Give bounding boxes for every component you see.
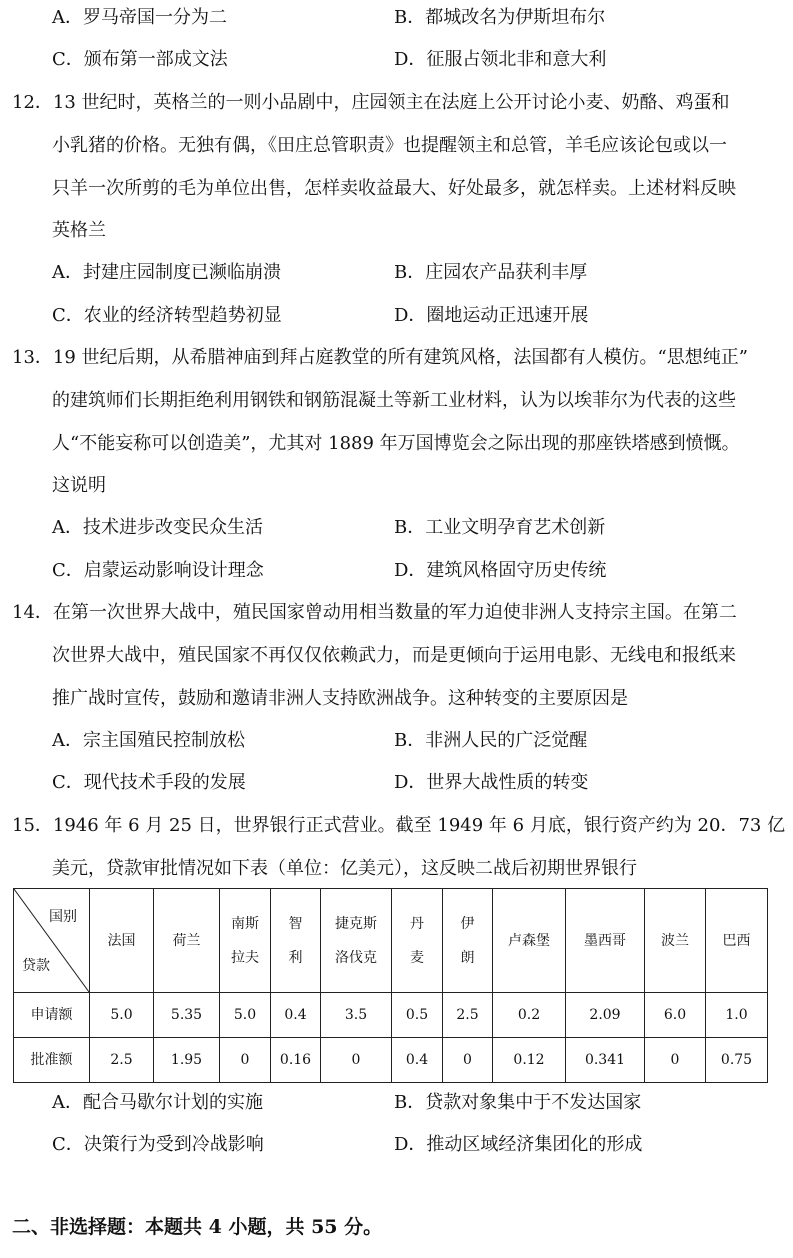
q12-option-b: B．庄园农产品获利丰厚 (394, 262, 588, 283)
row-label: 申请额 (14, 993, 90, 1038)
table-cell: 0 (645, 1038, 706, 1083)
q14-line-2: 次世界大战中，殖民国家不再仅仅依赖武力，而是更倾向于运用电影、无线电和报纸来 (52, 645, 736, 666)
prev-option-b: B．都城改名为伊斯坦布尔 (394, 7, 606, 28)
table-cell: 0 (220, 1038, 271, 1083)
corner-label-country: 国别 (49, 909, 77, 925)
country-header: 智 利 (271, 889, 321, 993)
country-header: 伊 朗 (443, 889, 493, 993)
q15-option-b: B．贷款对象集中于不发达国家 (394, 1092, 642, 1113)
q14-option-c: C．现代技术手段的发展 (52, 772, 246, 793)
prev-option-a: A．罗马帝国一分为二 (52, 7, 227, 28)
country-header: 捷克斯 洛伐克 (321, 889, 392, 993)
table-cell: 0.5 (392, 993, 443, 1038)
table-cell: 5.35 (154, 993, 220, 1038)
prev-option-c: C．颁布第一部成文法 (52, 49, 228, 70)
q14-line-3: 推广战时宣传，鼓励和邀请非洲人支持欧洲战争。这种转变的主要原因是 (52, 688, 628, 709)
q13-option-c: C．启蒙运动影响设计理念 (52, 560, 264, 581)
country-header: 南斯 拉夫 (220, 889, 271, 993)
q13-line-3: 人“不能妄称可以创造美”，尤其对 1889 年万国博览会之际出现的那座铁塔感到愤慨。 (52, 433, 740, 454)
country-header: 丹 麦 (392, 889, 443, 993)
table-cell: 6.0 (645, 993, 706, 1038)
q13-line-2: 的建筑师们长期拒绝利用钢铁和钢筋混凝土等新工业材料，认为以埃菲尔为代表的这些 (52, 390, 736, 411)
table-cell: 0.12 (493, 1038, 566, 1083)
table-cell: 0.4 (392, 1038, 443, 1083)
table-cell: 1.95 (154, 1038, 220, 1083)
prev-option-d: D．征服占领北非和意大利 (394, 49, 607, 70)
country-header: 波兰 (645, 889, 706, 993)
diagonal-divider (14, 889, 89, 992)
table-cell: 3.5 (321, 993, 392, 1038)
q15-line-2: 美元，贷款审批情况如下表（单位：亿美元），这反映二战后初期世界银行 (52, 858, 637, 879)
q12-line-2: 小乳猪的价格。无独有偶，《田庄总管职责》也提醒领主和总管，羊毛应该论包或以一 (52, 135, 727, 156)
q13-option-b: B．工业文明孕育艺术创新 (394, 517, 606, 538)
country-header: 法国 (90, 889, 154, 993)
q12-option-a: A．封建庄园制度已濒临崩溃 (52, 262, 281, 283)
country-header: 卢森堡 (493, 889, 566, 993)
table-cell: 0 (443, 1038, 493, 1083)
table-cell: 2.5 (443, 993, 493, 1038)
q12-line-4: 英格兰 (52, 220, 106, 241)
table-cell: 0.2 (493, 993, 566, 1038)
q14-option-b: B．非洲人民的广泛觉醒 (394, 730, 588, 751)
q14-option-a: A．宗主国殖民控制放松 (52, 730, 245, 751)
q15-option-a: A．配合马歇尔计划的实施 (52, 1092, 263, 1113)
q13-option-d: D．建筑风格固守历史传统 (394, 560, 607, 581)
table-cell: 2.09 (566, 993, 645, 1038)
q14-line-1: 14．在第一次世界大战中，殖民国家曾动用相当数量的军力迫使非洲人支持宗主国。在第二 (12, 602, 737, 623)
q12-line-3: 只羊一次所剪的毛为单位出售，怎样卖收益最大、好处最多，就怎样卖。上述材料反映 (52, 178, 736, 199)
q13-line-4: 这说明 (52, 475, 106, 496)
table-row-approved (14, 1038, 768, 1083)
table-cell: 1.0 (706, 993, 768, 1038)
table-cell: 2.5 (90, 1038, 154, 1083)
table-cell: 0.4 (271, 993, 321, 1038)
loan-approval-table (13, 888, 768, 1083)
table-cell: 5.0 (220, 993, 271, 1038)
section-title: 二、非选择题：本题共 4 小题，共 55 分。 (12, 1216, 383, 1238)
country-header: 荷兰 (154, 889, 220, 993)
table-cell: 0.16 (271, 1038, 321, 1083)
country-header: 巴西 (706, 889, 768, 993)
q12-line-1: 12．13 世纪时，英格兰的一则小品剧中，庄园领主在法庭上公开讨论小麦、奶酪、鸡蛋和 (12, 92, 730, 113)
table-cell: 0.75 (706, 1038, 768, 1083)
q12-option-d: D．圈地运动正迅速开展 (394, 305, 589, 326)
q12-option-c: C．农业的经济转型趋势初显 (52, 305, 282, 326)
q13-option-a: A．技术进步改变民众生活 (52, 517, 263, 538)
q15-option-c: C．决策行为受到冷战影响 (52, 1134, 264, 1155)
table-cell: 5.0 (90, 993, 154, 1038)
row-label: 批准额 (14, 1038, 90, 1083)
table-header-row (14, 889, 768, 993)
q15-line-1: 15．1946 年 6 月 25 日，世界银行正式营业。截至 1949 年 6 月底，银行资产约为 20．73 亿 (12, 815, 786, 836)
corner-label-loan: 贷款 (22, 958, 50, 974)
q15-option-d: D．推动区域经济集团化的形成 (394, 1134, 643, 1155)
table-row-applied (14, 993, 768, 1038)
q13-line-1: 13．19 世纪后期，从希腊神庙到拜占庭教堂的所有建筑风格，法国都有人模仿。“思想纯正” (12, 347, 748, 368)
country-header: 墨西哥 (566, 889, 645, 993)
table-cell: 0.341 (566, 1038, 645, 1083)
table-cell: 0 (321, 1038, 392, 1083)
table-corner-cell (14, 889, 90, 993)
q14-option-d: D．世界大战性质的转变 (394, 772, 589, 793)
